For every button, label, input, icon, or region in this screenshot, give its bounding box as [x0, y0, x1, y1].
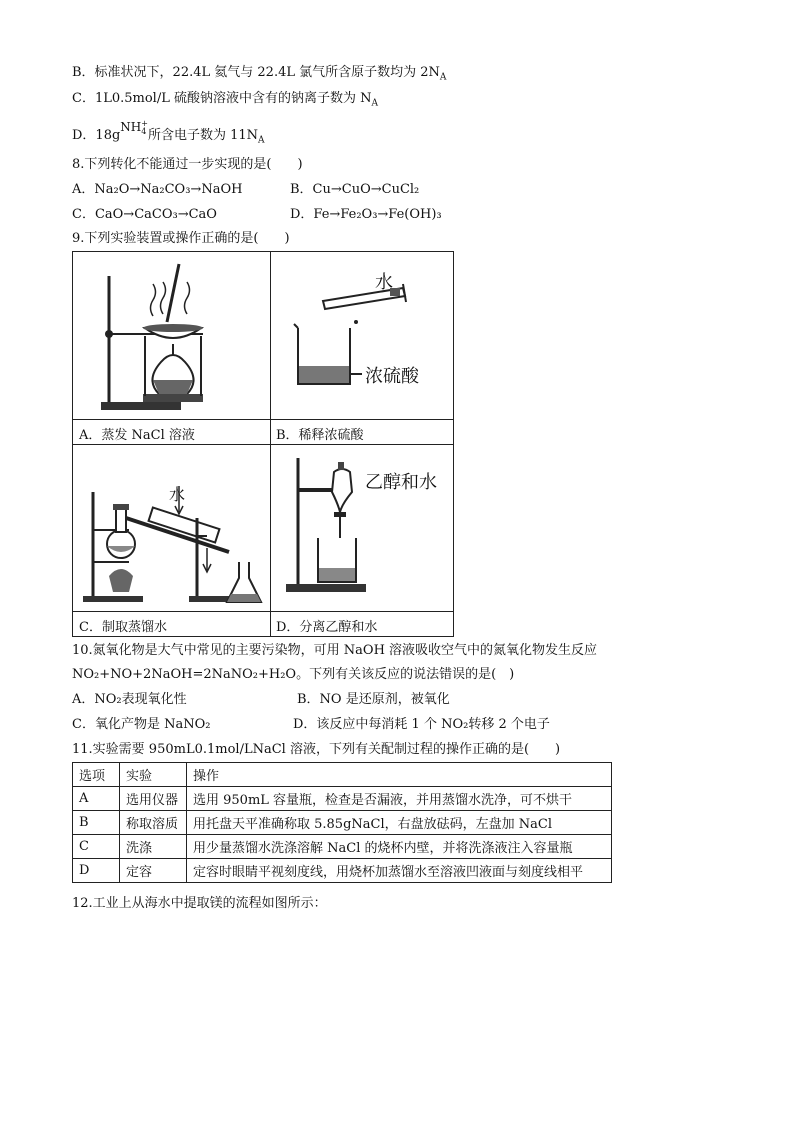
- q8-option-d: D．Fe→Fe₂O₃→Fe(OH)₃: [290, 207, 442, 222]
- table-row: [73, 811, 612, 835]
- q10-option-a: A．NO₂表现氧化性: [72, 692, 187, 707]
- q10-stem-line1: 10.氮氧化物是大气中常见的主要污染物，可用 NaOH 溶液吸收空气中的氮氧化物发生反应: [72, 643, 598, 658]
- table-cell: B: [73, 811, 120, 835]
- q9-caption-b: B．稀释浓硫酸: [276, 428, 364, 443]
- dilution-apparatus-image: [278, 256, 448, 416]
- q8-option-c: C．CaO→CaCO₃→CaO: [72, 207, 217, 222]
- table-header-cell: 实验: [120, 763, 187, 787]
- q9-caption-c: C．制取蒸馏水: [79, 620, 167, 635]
- table-header-cell: 操作: [187, 763, 612, 787]
- table-cell: C: [73, 835, 120, 859]
- q11-stem: 11.实验需要 950mL0.1mol/LNaCl 溶液，下列有关配制过程的操作正确的是( ): [72, 742, 561, 757]
- q12-stem: 12.工业上从海水中提取镁的流程如图所示：: [72, 896, 327, 911]
- table-row: [73, 787, 612, 811]
- q10-option-c: C．氧化产物是 NaNO₂: [72, 717, 211, 732]
- q8-option-b: B．Cu→CuO→CuCl₂: [290, 182, 420, 197]
- table-row: [73, 835, 612, 859]
- evaporation-apparatus-image: [83, 256, 263, 416]
- q9-caption-d: D．分离乙醇和水: [276, 620, 378, 635]
- q8-option-a: A．Na₂O→Na₂CO₃→NaOH: [72, 182, 243, 197]
- table-cell: 称取溶质: [120, 811, 187, 835]
- table-header-cell: 选项: [73, 763, 120, 787]
- q9-caption-a: A．蒸发 NaCl 溶液: [79, 428, 195, 443]
- q7-option-d: D．18gNH+ 4 所含电子数为 $11N_A$: [72, 118, 265, 146]
- q9-stem: 9.下列实验装置或操作正确的是( ): [72, 231, 290, 246]
- q10-option-d: D．该反应中每消耗 1 个 NO₂转移 2 个电子: [293, 717, 550, 732]
- q9-figure-grid: [72, 251, 454, 637]
- table-cell: D: [73, 859, 120, 883]
- q10-stem-line2: NO₂+NO+2NaOH=2NaNO₂+H₂O。下列有关该反应的说法错误的是( ): [72, 667, 515, 682]
- label-conc-sulfuric-acid: 浓硫酸: [365, 366, 419, 387]
- q8-stem: 8.下列转化不能通过一步实现的是( ): [72, 157, 303, 172]
- table-cell: 洗涤: [120, 835, 187, 859]
- table-cell: 选用仪器: [120, 787, 187, 811]
- distillation-apparatus-image: [79, 452, 267, 607]
- table-cell: 选用 950mL 容量瓶，检查是否漏液，并用蒸馏水洗净，可不烘干: [187, 787, 612, 811]
- separating-funnel-apparatus-image: [278, 452, 378, 602]
- q11-operations-table: [72, 762, 612, 883]
- table-cell: 用少量蒸馏水洗涤溶解 NaCl 的烧杯内壁，并将洗涤液注入容量瓶: [187, 835, 612, 859]
- label-ethanol-and-water: 乙醇和水: [365, 472, 437, 493]
- q10-option-b: B．NO 是还原剂，被氧化: [297, 692, 450, 707]
- table-cell: 用托盘天平准确称取 5.85gNaCl，右盘放砝码，左盘加 NaCl: [187, 811, 612, 835]
- label-water-c: 水: [169, 485, 186, 504]
- q7-option-b: B．标准状况下，22.4L 氦气与 22.4L 氯气所含原子数均为 $2N_A$: [72, 65, 447, 83]
- table-cell: 定容: [120, 859, 187, 883]
- table-cell: A: [73, 787, 120, 811]
- q7-option-c: C．1L0.5mol/L 硫酸钠溶液中含有的钠离子数为 $N_A$: [72, 91, 378, 109]
- table-row: [73, 859, 612, 883]
- label-water-b: 水: [375, 272, 393, 293]
- table-header-row: [73, 763, 612, 787]
- table-cell: 定容时眼睛平视刻度线，用烧杯加蒸馏水至溶液凹液面与刻度线相平: [187, 859, 612, 883]
